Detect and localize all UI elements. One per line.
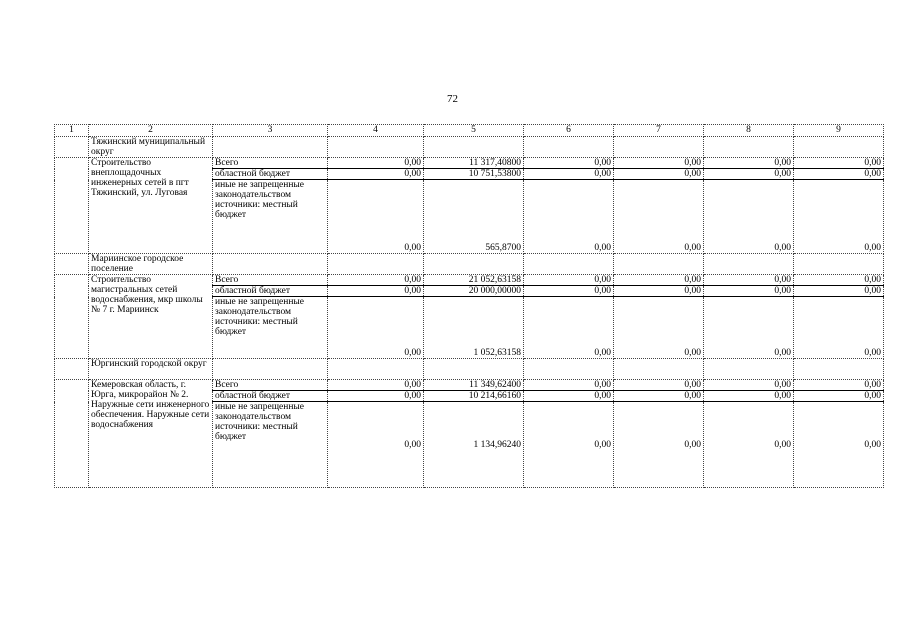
- value-cell: 11 349,62400: [424, 380, 524, 391]
- funding-source: иные не запрещенные законодательством источники: местный бюджет: [213, 297, 328, 359]
- group-label: Юргинский городской округ: [89, 359, 213, 380]
- column-header: 6: [524, 125, 614, 137]
- value-cell: 0,00: [614, 158, 704, 169]
- column-header: 4: [328, 125, 424, 137]
- value-cell: 0,00: [794, 391, 884, 402]
- value-cell: 0,00: [794, 158, 884, 169]
- funding-source: областной бюджет: [213, 286, 328, 297]
- value-cell: 0,00: [614, 286, 704, 297]
- value-cell: 10 214,66160: [424, 391, 524, 402]
- value-cell: 0,00: [794, 297, 884, 359]
- value-cell: 0,00: [794, 169, 884, 180]
- column-header: 7: [614, 125, 704, 137]
- value-cell: 0,00: [704, 391, 794, 402]
- value-cell: 0,00: [704, 286, 794, 297]
- value-cell: 0,00: [704, 180, 794, 254]
- value-cell: 0,00: [794, 286, 884, 297]
- value-cell: 0,00: [794, 380, 884, 391]
- value-cell: 0,00: [704, 297, 794, 359]
- value-cell: 0,00: [328, 275, 424, 286]
- value-cell: 20 000,00000: [424, 286, 524, 297]
- group-row: [55, 254, 884, 275]
- group-label: Мариинское городское поселение: [89, 254, 213, 275]
- budget-table: [54, 124, 884, 488]
- project-name: Кемеровская область, г. Юрга, микрорайон № 2. Наружные сети инженерного обеспечения. Наружные сети водоснабжения: [89, 380, 213, 488]
- value-cell: 0,00: [524, 402, 614, 488]
- table-row: [55, 275, 884, 286]
- value-cell: 0,00: [524, 391, 614, 402]
- value-cell: 0,00: [524, 169, 614, 180]
- value-cell: 0,00: [794, 402, 884, 488]
- funding-source: иные не запрещенные законодательством источники: местный бюджет: [213, 180, 328, 254]
- value-cell: 0,00: [614, 380, 704, 391]
- value-cell: 0,00: [328, 297, 424, 359]
- value-cell: 0,00: [328, 380, 424, 391]
- value-cell: 0,00: [524, 380, 614, 391]
- value-cell: 0,00: [328, 180, 424, 254]
- value-cell: 21 052,63158: [424, 275, 524, 286]
- value-cell: 0,00: [524, 275, 614, 286]
- value-cell: 0,00: [704, 158, 794, 169]
- project-name: Строительство внеплощадочных инженерных сетей в пгт Тяжинский, ул. Луговая: [89, 158, 213, 254]
- value-cell: 0,00: [328, 402, 424, 488]
- value-cell: 0,00: [614, 297, 704, 359]
- value-cell: 0,00: [704, 402, 794, 488]
- value-cell: 0,00: [614, 169, 704, 180]
- column-header: 1: [55, 125, 89, 137]
- value-cell: 10 751,53800: [424, 169, 524, 180]
- value-cell: 0,00: [328, 158, 424, 169]
- value-cell: 11 317,40800: [424, 158, 524, 169]
- value-cell: 0,00: [614, 402, 704, 488]
- funding-source: Всего: [213, 275, 328, 286]
- value-cell: 0,00: [614, 180, 704, 254]
- column-header: 2: [89, 125, 213, 137]
- header-row: [55, 125, 884, 137]
- value-cell: 0,00: [614, 391, 704, 402]
- funding-source: Всего: [213, 158, 328, 169]
- funding-source: областной бюджет: [213, 391, 328, 402]
- value-cell: 1 052,63158: [424, 297, 524, 359]
- project-name: Строительство магистральных сетей водоснабжения, мкр школы № 7 г. Мариинск: [89, 275, 213, 359]
- column-header: 9: [794, 125, 884, 137]
- value-cell: 0,00: [704, 275, 794, 286]
- group-row: [55, 137, 884, 158]
- value-cell: 0,00: [328, 169, 424, 180]
- value-cell: 0,00: [524, 286, 614, 297]
- funding-source: областной бюджет: [213, 169, 328, 180]
- value-cell: 0,00: [524, 158, 614, 169]
- value-cell: 0,00: [524, 297, 614, 359]
- value-cell: 0,00: [524, 180, 614, 254]
- group-row: [55, 359, 884, 380]
- value-cell: 0,00: [704, 169, 794, 180]
- value-cell: 0,00: [328, 286, 424, 297]
- value-cell: 0,00: [704, 380, 794, 391]
- value-cell: 0,00: [794, 180, 884, 254]
- column-header: 3: [213, 125, 328, 137]
- column-header: 5: [424, 125, 524, 137]
- funding-source: иные не запрещенные законодательством источники: местный бюджет: [213, 402, 328, 488]
- table-row: [55, 380, 884, 391]
- funding-source: Всего: [213, 380, 328, 391]
- page-number: 72: [447, 93, 458, 105]
- value-cell: 565,8700: [424, 180, 524, 254]
- table-row: [55, 158, 884, 169]
- group-label: Тяжинский муниципальный округ: [89, 137, 213, 158]
- value-cell: 0,00: [328, 391, 424, 402]
- value-cell: 1 134,96240: [424, 402, 524, 488]
- column-header: 8: [704, 125, 794, 137]
- value-cell: 0,00: [794, 275, 884, 286]
- value-cell: 0,00: [614, 275, 704, 286]
